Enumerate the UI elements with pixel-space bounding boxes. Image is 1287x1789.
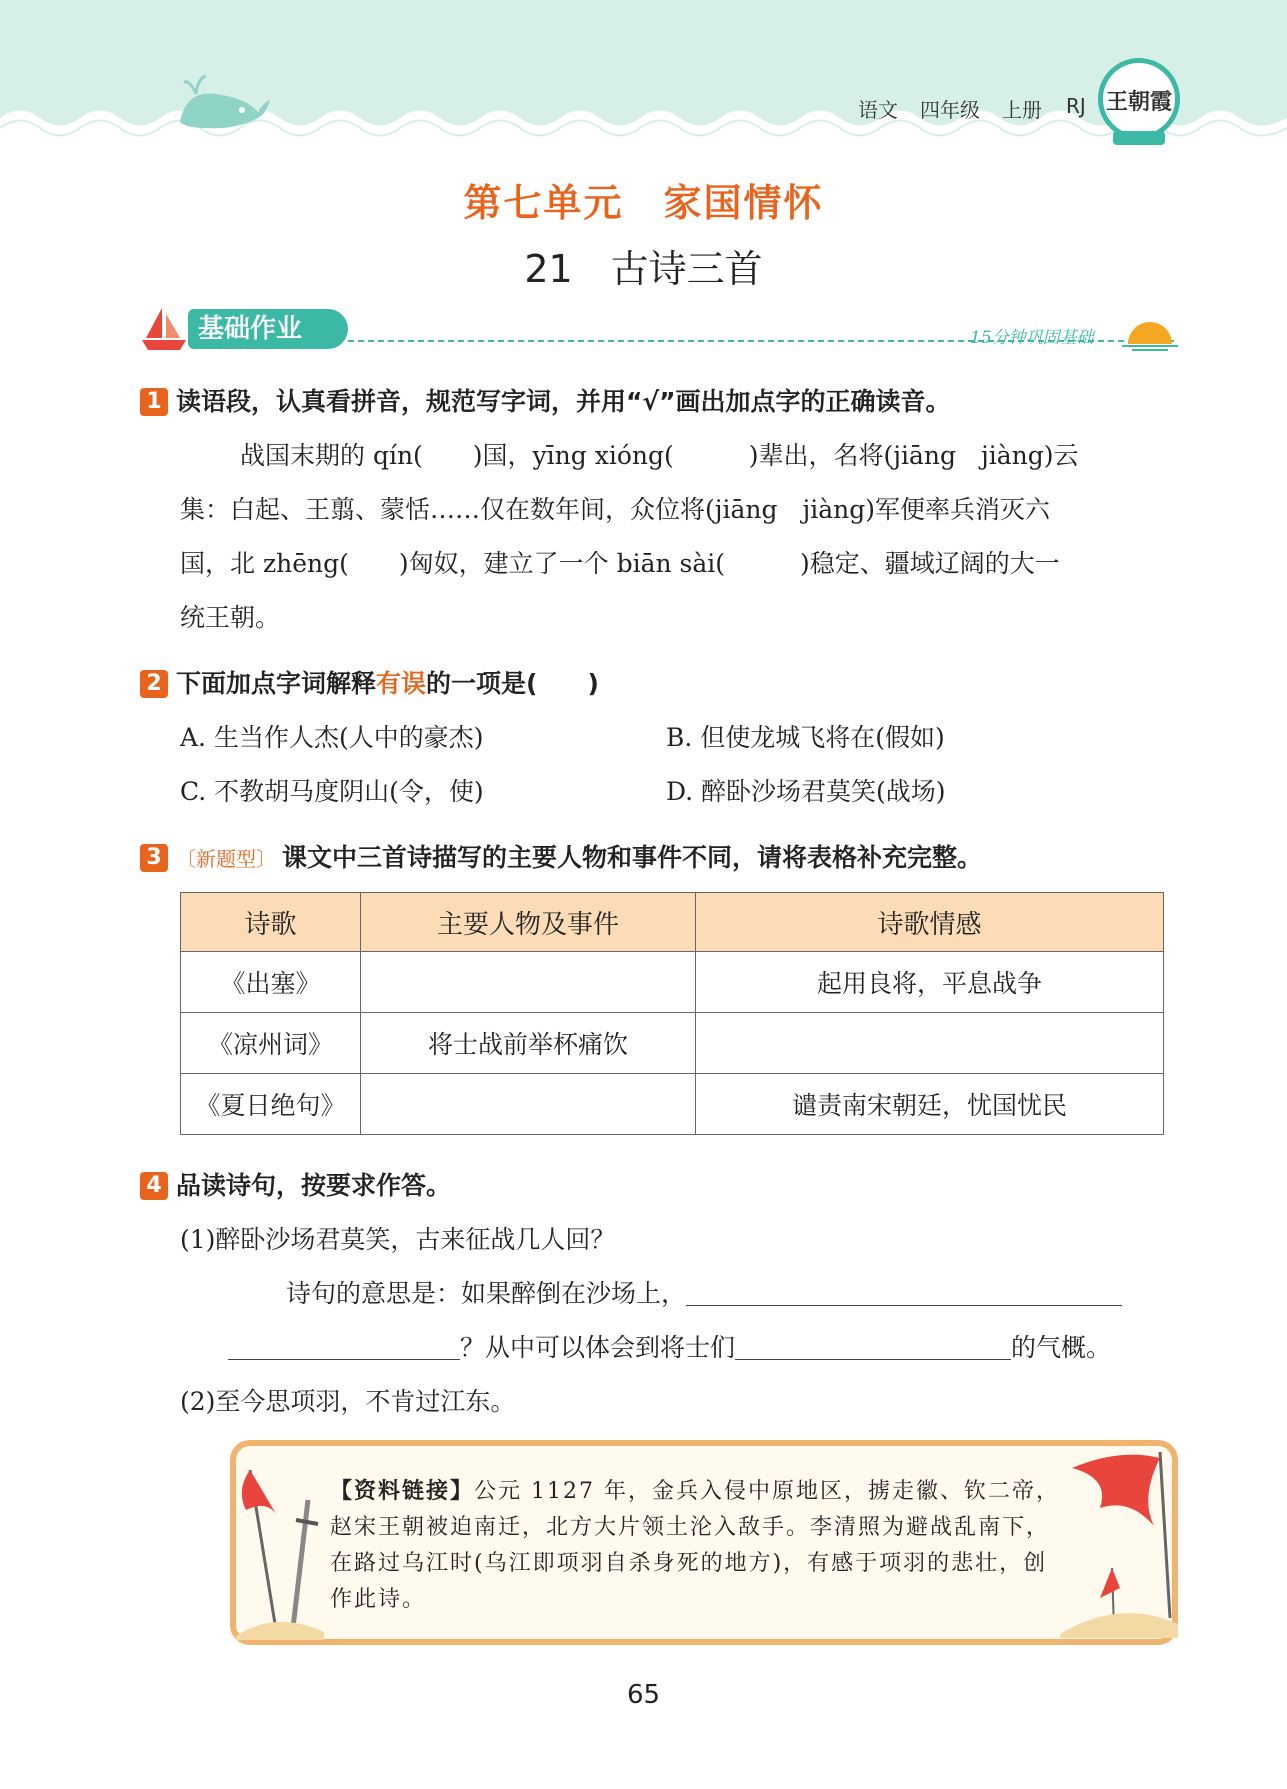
q4-sub1: (1)醉卧沙场君莫笑，古来征战几人回？: [180, 1225, 616, 1254]
sunset-icon: [1122, 318, 1178, 352]
q4-sub1-line1-text: 诗句的意思是：如果醉倒在沙场上，: [286, 1279, 687, 1308]
q1-line-1: 战国末期的 qín( )国，yīng xióng( )辈出，名将(jiāng jiàng)云: [240, 441, 1079, 470]
q1-prompt-text: 读语段，认真看拼音，规范写字词，并用“√”画出加点字的正确读音。: [176, 387, 951, 416]
table-cell-poem: 《凉州词》: [181, 1013, 361, 1074]
table-row: [181, 952, 1164, 1013]
whale-icon: [176, 72, 272, 132]
q3-number: 3: [140, 844, 168, 872]
table-cell-answer[interactable]: [696, 1013, 1164, 1074]
volume-label: 上册: [1002, 98, 1042, 122]
poem-table: [180, 892, 1164, 1135]
q4-number: 4: [140, 1172, 168, 1200]
q1-prompt: [140, 382, 951, 418]
q4-sub1-line2: [228, 1328, 1111, 1364]
table-cell-answer[interactable]: [361, 952, 696, 1013]
brand-logo: [1098, 58, 1180, 140]
table-header-event: 主要人物及事件: [361, 893, 696, 952]
q3-prompt-text: 课文中三首诗描写的主要人物和事件不同，请将表格补充完整。: [282, 843, 983, 872]
q2-prompt: [140, 664, 599, 700]
q2-number: 2: [140, 670, 168, 698]
table-header-emotion: 诗歌情感: [696, 893, 1164, 952]
grade-label: 四年级: [920, 98, 980, 122]
subject-label: 语文: [858, 98, 898, 122]
q3-tag: 〔新题型〕: [176, 847, 276, 871]
q1-line-3: 国，北 zhēng( )匈奴，建立了一个 biān sài( )稳定、疆域辽阔的大一: [180, 549, 1060, 578]
table-row: [181, 1074, 1164, 1135]
q2-prompt-emphasis: 有误: [376, 669, 427, 698]
table-cell-poem: 《夏日绝句》: [181, 1074, 361, 1135]
q4-sub2: (2)至今思项羽，不肯过江东。: [180, 1387, 516, 1416]
table-header-poem: 诗歌: [181, 893, 361, 952]
section-subtitle: 15分钟巩固基础: [970, 328, 1094, 348]
answer-blank[interactable]: [735, 1333, 1011, 1360]
q1-number: 1: [140, 388, 168, 416]
lesson-title: 21 古诗三首: [524, 247, 763, 291]
table-cell-answer[interactable]: [361, 1074, 696, 1135]
brand-name: 王朝霞: [1105, 89, 1172, 115]
q3-prompt: [140, 838, 982, 874]
brand-ribbon: [1113, 131, 1165, 145]
table-cell-emotion: 起用良将，平息战争: [696, 952, 1164, 1013]
resource-label: 【资料链接】: [330, 1479, 475, 1504]
flag-icon: [1060, 1448, 1178, 1638]
q4-prompt-text: 品读诗句，按要求作答。: [176, 1171, 452, 1200]
q2-option-c[interactable]: C. 不教胡马度阴山(令，使): [180, 777, 484, 806]
sailboat-icon: [140, 304, 190, 352]
q4-sub1-line1: [286, 1274, 1122, 1310]
unit-title: 第七单元 家国情怀: [463, 181, 824, 225]
q1-line-4: 统王朝。: [180, 603, 281, 632]
q1-line-2: 集：白起、王翦、蒙恬……仅在数年间，众位将(jiāng jiàng)军便率兵消灭六: [180, 495, 1051, 524]
table-cell-event: 将士战前举杯痛饮: [361, 1013, 696, 1074]
q2-option-d[interactable]: D. 醉卧沙场君莫笑(战场): [666, 777, 946, 806]
q2-prompt-a: 下面加点字词解释: [176, 669, 377, 698]
table-row: [181, 1013, 1164, 1074]
q2-option-a[interactable]: A. 生当作人杰(人中的豪杰): [180, 723, 484, 752]
section-label: 基础作业: [188, 309, 348, 349]
table-cell-poem: 《出塞》: [181, 952, 361, 1013]
resource-body: 公元 1127 年，金兵入侵中原地区，掳走徽、钦二帝，赵宋王朝被迫南迁，北方大片领土沦入敌手。李清照为避战乱南下，在路过乌江时(乌江即项羽自杀身死的地方)，有感于项羽的悲壮，创作此诗。: [330, 1479, 1060, 1612]
table-cell-emotion: 谴责南宋朝廷，忧国忧民: [696, 1074, 1164, 1135]
resource-text: [330, 1474, 1060, 1618]
q2-option-b[interactable]: B. 但使龙城飞将在(假如): [666, 723, 945, 752]
edition-label: RJ: [1066, 94, 1086, 118]
answer-blank[interactable]: [686, 1279, 1122, 1306]
page-number: 65: [626, 1680, 661, 1710]
answer-blank[interactable]: [228, 1333, 460, 1360]
flag-sword-icon: [236, 1460, 326, 1640]
q4-sub1-line2-a: ？从中可以体会到将士们: [460, 1333, 736, 1362]
q2-prompt-b: 的一项是( ): [426, 669, 599, 698]
q4-sub1-line2-b: 的气概。: [1011, 1333, 1112, 1362]
q4-prompt: [140, 1166, 451, 1202]
table-header-row: [181, 893, 1164, 952]
